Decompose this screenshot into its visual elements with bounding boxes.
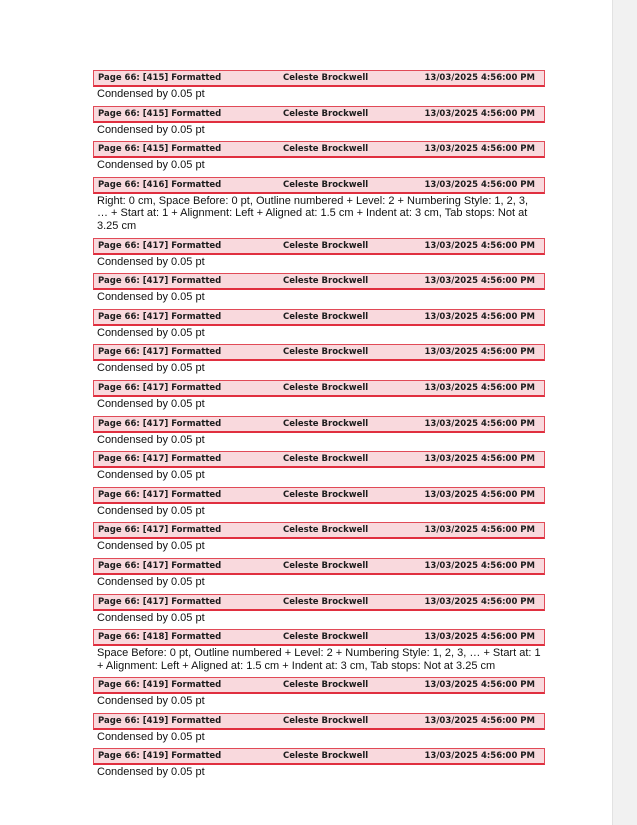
revision-header bbox=[93, 344, 545, 361]
revision-entry bbox=[93, 238, 545, 274]
revision-entry bbox=[93, 177, 545, 238]
revision-date: 13/03/2025 4:56:00 PM bbox=[424, 382, 535, 393]
revision-author: Celeste Brockwell bbox=[283, 596, 369, 607]
revision-text: Right: 0 cm, Space Before: 0 pt, Outline numbered + Level: 2 + Numbering Style: 1, 2, 3, … + Start at: 1 + Alignment: Left + Aligned at: 1.5 cm + Indent at: 3 cm, Tab stops: Not at 3.25 cm bbox=[97, 194, 529, 232]
revision-entry bbox=[93, 106, 545, 142]
revision-entry bbox=[93, 522, 545, 558]
revision-location: Page 66: [416] Formatted bbox=[98, 179, 222, 190]
revision-entry bbox=[93, 487, 545, 523]
revision-text: Condensed by 0.05 pt bbox=[97, 504, 205, 517]
revision-location: Page 66: [415] Formatted bbox=[98, 108, 222, 119]
revision-header bbox=[93, 416, 545, 433]
revision-header bbox=[93, 677, 545, 694]
revision-text: Condensed by 0.05 pt bbox=[97, 159, 205, 172]
revision-date: 13/03/2025 4:56:00 PM bbox=[424, 347, 535, 358]
revision-entry bbox=[93, 558, 545, 594]
revision-header bbox=[93, 522, 545, 539]
revision-location: Page 66: [417] Formatted bbox=[98, 489, 222, 500]
revision-author: Celeste Brockwell bbox=[283, 276, 369, 287]
revision-author: Celeste Brockwell bbox=[283, 560, 369, 571]
revision-text: Condensed by 0.05 pt bbox=[97, 397, 205, 410]
revision-text: Condensed by 0.05 pt bbox=[97, 255, 205, 268]
revision-location: Page 66: [415] Formatted bbox=[98, 144, 222, 155]
revision-location: Page 66: [417] Formatted bbox=[98, 596, 222, 607]
revision-author: Celeste Brockwell bbox=[283, 489, 369, 500]
revision-author: Celeste Brockwell bbox=[283, 347, 369, 358]
revision-author: Celeste Brockwell bbox=[283, 751, 369, 762]
revision-text: Space Before: 0 pt, Outline numbered + Level: 2 + Numbering Style: 1, 2, 3, … + Start at: 1 + Alignment: Left + Aligned at: 1.5 cm + Indent at: 3 cm, Tab stops: Not at 3.25 cm bbox=[97, 647, 541, 672]
revision-text: Condensed by 0.05 pt bbox=[97, 730, 205, 743]
revision-date: 13/03/2025 4:56:00 PM bbox=[424, 560, 535, 571]
revision-location: Page 66: [417] Formatted bbox=[98, 276, 222, 287]
revision-entry bbox=[93, 416, 545, 452]
revision-header bbox=[93, 713, 545, 730]
revision-author: Celeste Brockwell bbox=[283, 179, 369, 190]
revision-entry bbox=[93, 677, 545, 713]
revision-date: 13/03/2025 4:56:00 PM bbox=[424, 596, 535, 607]
revision-entry bbox=[93, 273, 545, 309]
revision-text: Condensed by 0.05 pt bbox=[97, 88, 205, 100]
revision-header bbox=[93, 487, 545, 504]
revision-location: Page 66: [417] Formatted bbox=[98, 560, 222, 571]
revision-text: Condensed by 0.05 pt bbox=[97, 123, 205, 136]
revision-text: Condensed by 0.05 pt bbox=[97, 766, 205, 779]
revision-list bbox=[93, 70, 545, 784]
revision-author: Celeste Brockwell bbox=[283, 632, 369, 643]
revision-entry bbox=[93, 451, 545, 487]
revision-location: Page 66: [417] Formatted bbox=[98, 454, 222, 465]
revision-text: Condensed by 0.05 pt bbox=[97, 611, 205, 624]
revision-header bbox=[93, 629, 545, 646]
revision-author: Celeste Brockwell bbox=[283, 240, 369, 251]
revision-date: 13/03/2025 4:56:00 PM bbox=[424, 311, 535, 322]
revision-date: 13/03/2025 4:56:00 PM bbox=[424, 276, 535, 287]
revision-location: Page 66: [417] Formatted bbox=[98, 240, 222, 251]
revision-entry bbox=[93, 344, 545, 380]
revision-header bbox=[93, 451, 545, 468]
revision-entry bbox=[93, 70, 545, 106]
page-gutter bbox=[612, 0, 637, 825]
revision-location: Page 66: [417] Formatted bbox=[98, 418, 222, 429]
revision-header bbox=[93, 177, 545, 194]
revision-date: 13/03/2025 4:56:00 PM bbox=[424, 240, 535, 251]
revision-date: 13/03/2025 4:56:00 PM bbox=[424, 144, 535, 155]
revision-author: Celeste Brockwell bbox=[283, 73, 369, 83]
revision-author: Celeste Brockwell bbox=[283, 418, 369, 429]
revision-author: Celeste Brockwell bbox=[283, 311, 369, 322]
revision-text: Condensed by 0.05 pt bbox=[97, 326, 205, 339]
revision-entry bbox=[93, 594, 545, 630]
revision-date: 13/03/2025 4:56:00 PM bbox=[424, 751, 535, 762]
revision-author: Celeste Brockwell bbox=[283, 680, 369, 691]
revision-date: 13/03/2025 4:56:00 PM bbox=[424, 632, 535, 643]
revision-header bbox=[93, 594, 545, 611]
revision-location: Page 66: [417] Formatted bbox=[98, 311, 222, 322]
revision-entry bbox=[93, 380, 545, 416]
revision-location: Page 66: [419] Formatted bbox=[98, 715, 222, 726]
revision-text: Condensed by 0.05 pt bbox=[97, 291, 205, 304]
revision-header bbox=[93, 141, 545, 158]
revision-location: Page 66: [419] Formatted bbox=[98, 751, 222, 762]
revision-text: Condensed by 0.05 pt bbox=[97, 362, 205, 375]
revision-entry bbox=[93, 748, 545, 784]
revision-header bbox=[93, 380, 545, 397]
revision-author: Celeste Brockwell bbox=[283, 382, 369, 393]
revision-author: Celeste Brockwell bbox=[283, 108, 369, 119]
revision-date: 13/03/2025 4:56:00 PM bbox=[424, 489, 535, 500]
revision-header bbox=[93, 273, 545, 290]
revision-entry bbox=[93, 141, 545, 177]
revision-header bbox=[93, 558, 545, 575]
revision-location: Page 66: [419] Formatted bbox=[98, 680, 222, 691]
revision-author: Celeste Brockwell bbox=[283, 715, 369, 726]
revision-location: Page 66: [418] Formatted bbox=[98, 632, 222, 643]
revision-author: Celeste Brockwell bbox=[283, 525, 369, 536]
revision-author: Celeste Brockwell bbox=[283, 144, 369, 155]
revision-date: 13/03/2025 4:56:00 PM bbox=[424, 525, 535, 536]
revision-date: 13/03/2025 4:56:00 PM bbox=[424, 680, 535, 691]
revision-text: Condensed by 0.05 pt bbox=[97, 695, 205, 708]
revision-entry bbox=[93, 309, 545, 345]
revision-text: Condensed by 0.05 pt bbox=[97, 469, 205, 482]
revision-date: 13/03/2025 4:56:00 PM bbox=[424, 179, 535, 190]
revision-text: Condensed by 0.05 pt bbox=[97, 575, 205, 588]
revision-header bbox=[93, 106, 545, 123]
revision-date: 13/03/2025 4:56:00 PM bbox=[424, 108, 535, 119]
revision-date: 13/03/2025 4:56:00 PM bbox=[424, 454, 535, 465]
revision-date: 13/03/2025 4:56:00 PM bbox=[424, 73, 535, 83]
revision-author: Celeste Brockwell bbox=[283, 454, 369, 465]
revision-entry bbox=[93, 713, 545, 749]
revision-header bbox=[93, 309, 545, 326]
revision-location: Page 66: [417] Formatted bbox=[98, 382, 222, 393]
revision-header bbox=[93, 70, 545, 87]
revision-text: Condensed by 0.05 pt bbox=[97, 433, 205, 446]
revision-location: Page 66: [417] Formatted bbox=[98, 347, 222, 358]
revision-date: 13/03/2025 4:56:00 PM bbox=[424, 715, 535, 726]
revision-location: Page 66: [417] Formatted bbox=[98, 525, 222, 536]
revision-entry bbox=[93, 629, 545, 677]
revision-date: 13/03/2025 4:56:00 PM bbox=[424, 418, 535, 429]
revision-header bbox=[93, 748, 545, 765]
revision-location: Page 66: [415] Formatted bbox=[98, 73, 222, 83]
revision-text: Condensed by 0.05 pt bbox=[97, 540, 205, 553]
revision-header bbox=[93, 238, 545, 255]
